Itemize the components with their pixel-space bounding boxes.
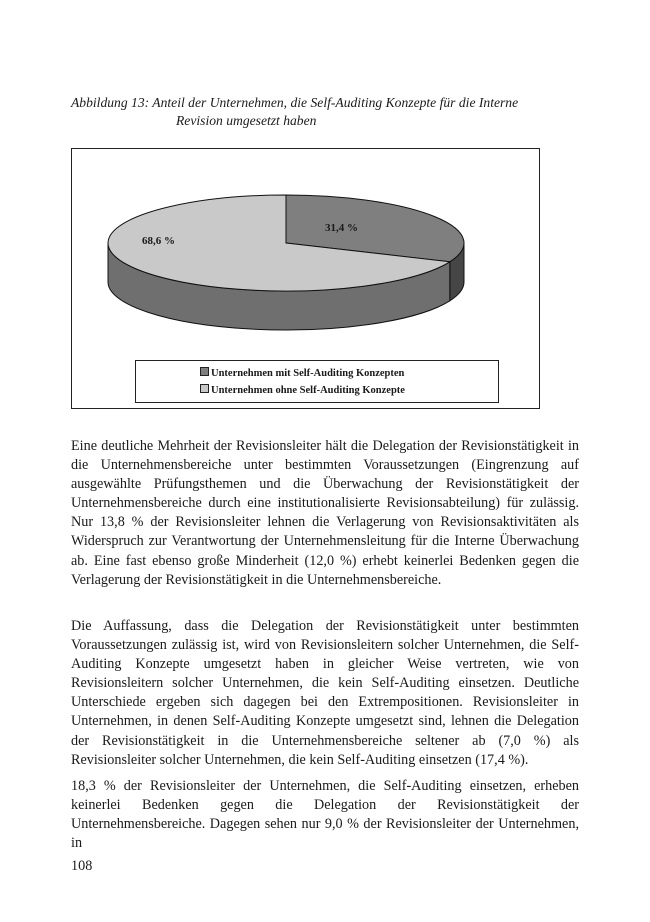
legend-swatch-dark	[200, 367, 209, 376]
legend-swatch-light	[200, 384, 209, 393]
paragraph-2: Die Auffassung, dass die Delegation der Revisionstätigkeit unter bestimmten Voraussetzungen zulässig ist, wird von Revisionsleitern solcher Unternehmen, die Self-Auditing Konzepte umgesetzt haben in gleicher Weise vertreten, wie von Revisionsleitern solcher Unternehmen, die kein Self-Auditing einsetzen. Deutliche Unterschiede ergeben sich dagegen bei den Extrempositionen. Revisionsleiter in Unternehmen, in denen Self-Auditing Konzepte umgesetzt sind, lehnen die Delegation der Revisionstätigkeit in die Unternehmensbereiche seltener ab (7,0 %) als Revisionsleiter solcher Unternehmen, die kein Self-Auditing einsetzen (17,4 %).	[71, 618, 579, 768]
figure-caption	[71, 94, 591, 130]
chart-frame	[71, 148, 540, 409]
caption-line-2: Revision umgesetzt haben	[176, 113, 317, 128]
pie-data-label-1: 68,6 %	[142, 235, 175, 247]
pie-data-label-0: 31,4 %	[325, 222, 358, 234]
chart-legend	[135, 360, 499, 403]
legend-item-without-self-auditing	[200, 384, 405, 398]
paragraph-1: Eine deutliche Mehrheit der Revisionsleiter hält die Delegation der Revisionstätigkeit in die Unternehmensbereiche unter bestimmten Voraussetzungen (Eingrenzung auf ausgewählte Prüfungsthemen und die Überwachung der Revisionstätigkeit der Unternehmensbereiche durch eine institutionalisierte Revisionsabteilung) für zulässig. Nur 13,8 % der Revisionsleiter lehnen die Verlagerung von Revisionsaktivitäten als Widerspruch zur Verantwortung der Unternehmensleitung für die Interne Überwachung ab. Eine fast ebenso große Minderheit (12,0 %) erhebt keinerlei Bedenken gegen die Verlagerung der Revisionstätigkeit in die Unternehmensbereiche.	[71, 438, 579, 588]
pie-chart	[72, 149, 541, 349]
legend-label: Unternehmen ohne Self-Auditing Konzepte	[211, 385, 405, 396]
legend-item-with-self-auditing	[200, 367, 404, 381]
legend-label: Unternehmen mit Self-Auditing Konzepten	[211, 368, 405, 379]
paragraph-3: 18,3 % der Revisionsleiter der Unternehmen, die Self-Auditing einsetzen, erheben keinerlei Bedenken gegen die Delegation der Revisionstätigkeit der Unternehmensbereiche. Dagegen sehen nur 9,0 % der Revisionsleiter der Unternehmen, in	[71, 778, 579, 852]
page-number: 108	[71, 858, 93, 874]
caption-line-1: Abbildung 13: Anteil der Unternehmen, die Self-Auditing Konzepte für die Interne	[71, 95, 519, 110]
